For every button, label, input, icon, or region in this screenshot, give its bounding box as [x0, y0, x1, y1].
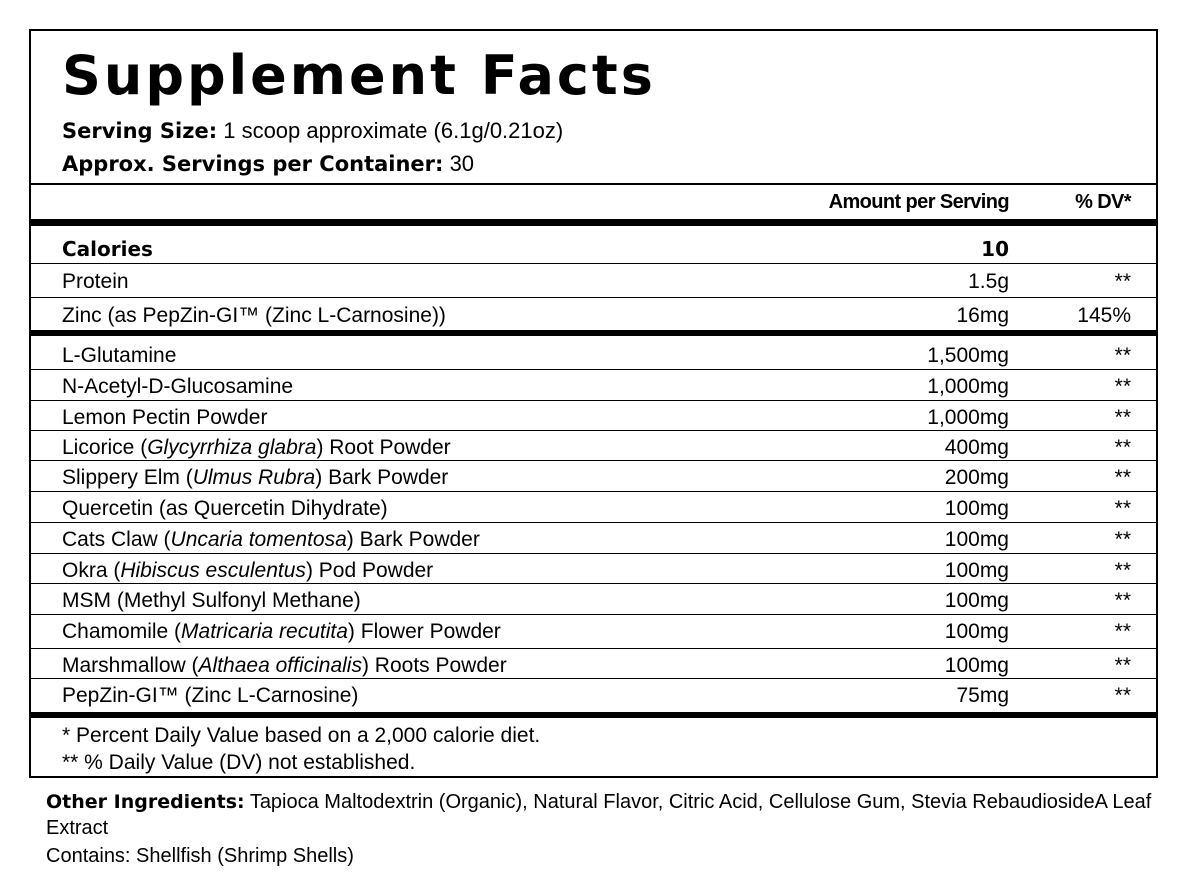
facts-row	[31, 651, 1156, 681]
ingredient-name	[62, 558, 433, 584]
row-divider	[31, 648, 1156, 649]
row-divider	[31, 678, 1156, 679]
row-divider	[31, 522, 1156, 523]
ingredient-name-suffix: ) Roots Powder	[361, 654, 507, 677]
ingredient-name: Protein	[62, 270, 129, 293]
ingredient-name-suffix: ) Pod Powder	[305, 559, 434, 582]
ingredient-name-suffix: ) Bark Powder	[346, 528, 480, 551]
ingredient-name: PepZin-GI™ (Zinc L-Carnosine)	[62, 684, 359, 707]
ingredient-name: Lemon Pectin Powder	[62, 406, 268, 429]
ingredient-daily-value: **	[1114, 466, 1131, 489]
facts-row	[31, 681, 1156, 711]
ingredient-latin-name: Althaea officinalis	[198, 654, 362, 677]
facts-row	[31, 556, 1156, 586]
amount-per-serving-header: Amount per Serving	[828, 191, 1009, 213]
ingredient-daily-value: **	[1114, 528, 1131, 551]
ingredient-name: Calories	[62, 237, 153, 261]
ingredient-name	[62, 527, 480, 553]
divider-thick-bottom	[31, 712, 1156, 718]
facts-row	[31, 403, 1156, 433]
serving-size-value: 1 scoop approximate (6.1g/0.21oz)	[223, 118, 564, 143]
ingredient-daily-value: **	[1114, 620, 1131, 643]
supplement-facts-panel	[29, 29, 1158, 778]
facts-row	[31, 372, 1156, 402]
ingredient-latin-name: Glycyrrhiza glabra	[147, 436, 317, 459]
ingredient-daily-value: **	[1114, 684, 1131, 707]
other-ingredients	[46, 789, 1166, 841]
ingredient-amount: 100mg	[944, 589, 1009, 612]
ingredient-name-suffix: ) Flower Powder	[347, 620, 501, 643]
divider-thick-header	[31, 219, 1156, 226]
ingredient-daily-value: **	[1114, 654, 1131, 677]
ingredient-amount: 1,000mg	[927, 375, 1009, 398]
facts-row	[31, 617, 1156, 647]
ingredient-name	[62, 465, 448, 491]
serving-size-label: Serving Size:	[62, 119, 218, 143]
ingredient-amount: 75mg	[956, 684, 1009, 707]
footnote-not-established: ** % Daily Value (DV) not established.	[62, 751, 416, 774]
ingredient-name: Quercetin (as Quercetin Dihydrate)	[62, 497, 388, 520]
ingredient-name: Zinc (as PepZin-GI™ (Zinc L-Carnosine))	[62, 304, 446, 327]
ingredient-daily-value: **	[1114, 559, 1131, 582]
facts-row	[31, 463, 1156, 493]
ingredient-name-prefix: Marshmallow (	[62, 654, 199, 677]
ingredient-daily-value: **	[1114, 497, 1131, 520]
row-divider	[31, 553, 1156, 554]
ingredient-name: L-Glutamine	[62, 344, 177, 367]
ingredient-name-prefix: Licorice (	[62, 436, 148, 459]
row-divider	[31, 491, 1156, 492]
ingredient-name: N-Acetyl-D-Glucosamine	[62, 375, 294, 398]
ingredient-name-suffix: ) Root Powder	[316, 436, 451, 459]
facts-row	[31, 234, 1156, 264]
daily-value-header: % DV*	[1075, 191, 1131, 213]
ingredient-daily-value: **	[1114, 270, 1131, 293]
ingredient-amount: 1,000mg	[927, 406, 1009, 429]
row-divider	[31, 583, 1156, 584]
ingredient-name	[62, 435, 451, 461]
row-divider	[31, 400, 1156, 401]
facts-row	[31, 586, 1156, 616]
ingredient-amount: 100mg	[944, 654, 1009, 677]
row-divider	[31, 460, 1156, 461]
facts-row	[31, 341, 1156, 371]
divider-thick-middle	[31, 330, 1156, 336]
divider-top	[31, 183, 1156, 185]
ingredient-name-prefix: Slippery Elm (	[62, 466, 193, 489]
ingredient-name: MSM (Methyl Sulfonyl Methane)	[62, 589, 361, 612]
ingredient-amount: 200mg	[944, 466, 1009, 489]
panel-title: Supplement Facts	[62, 44, 656, 107]
ingredient-daily-value: **	[1114, 375, 1131, 398]
ingredient-amount: 1,500mg	[927, 344, 1009, 367]
row-divider	[31, 263, 1156, 264]
facts-row	[31, 267, 1156, 297]
ingredient-amount: 100mg	[944, 528, 1009, 551]
ingredient-name	[62, 619, 501, 645]
servings-per-container-label: Approx. Servings per Container:	[62, 152, 444, 176]
ingredient-amount: 100mg	[944, 497, 1009, 520]
ingredient-name	[62, 653, 507, 679]
ingredient-daily-value: **	[1114, 589, 1131, 612]
serving-size	[62, 117, 563, 145]
allergen-statement: Contains: Shellfish (Shrimp Shells)	[46, 845, 354, 867]
servings-per-container	[62, 150, 474, 178]
servings-per-container-value: 30	[449, 151, 475, 176]
facts-row	[31, 301, 1156, 331]
ingredient-daily-value: **	[1114, 344, 1131, 367]
other-ingredients-label: Other Ingredients:	[46, 791, 245, 813]
row-divider	[31, 297, 1156, 298]
ingredient-amount: 10	[981, 237, 1009, 261]
ingredient-amount: 1.5g	[968, 270, 1009, 293]
ingredient-name-prefix: Cats Claw (	[62, 528, 171, 551]
ingredient-latin-name: Uncaria tomentosa	[170, 528, 347, 551]
ingredient-name-suffix: ) Bark Powder	[315, 466, 449, 489]
ingredient-amount: 100mg	[944, 559, 1009, 582]
ingredient-daily-value: **	[1114, 406, 1131, 429]
ingredient-latin-name: Hibiscus esculentus	[120, 559, 306, 582]
row-divider	[31, 430, 1156, 431]
footnote-dv: * Percent Daily Value based on a 2,000 calorie diet.	[62, 724, 541, 747]
ingredient-daily-value: **	[1114, 436, 1131, 459]
row-divider	[31, 369, 1156, 370]
ingredient-latin-name: Matricaria recutita	[181, 620, 348, 643]
row-divider	[31, 614, 1156, 615]
ingredient-amount: 100mg	[944, 620, 1009, 643]
other-ingredients-text: Tapioca Maltodextrin (Organic), Natural Flavor, Citric Acid, Cellulose Gum, Stevia RebaudiosideA Leaf Extract	[46, 791, 1152, 839]
ingredient-amount: 16mg	[956, 304, 1009, 327]
ingredient-daily-value: 145%	[1077, 304, 1131, 327]
ingredient-name-prefix: Okra (	[62, 559, 121, 582]
ingredient-amount: 400mg	[944, 436, 1009, 459]
ingredient-name-prefix: Chamomile (	[62, 620, 182, 643]
facts-row	[31, 494, 1156, 524]
facts-row	[31, 433, 1156, 463]
facts-row	[31, 525, 1156, 555]
ingredient-latin-name: Ulmus Rubra	[192, 466, 316, 489]
